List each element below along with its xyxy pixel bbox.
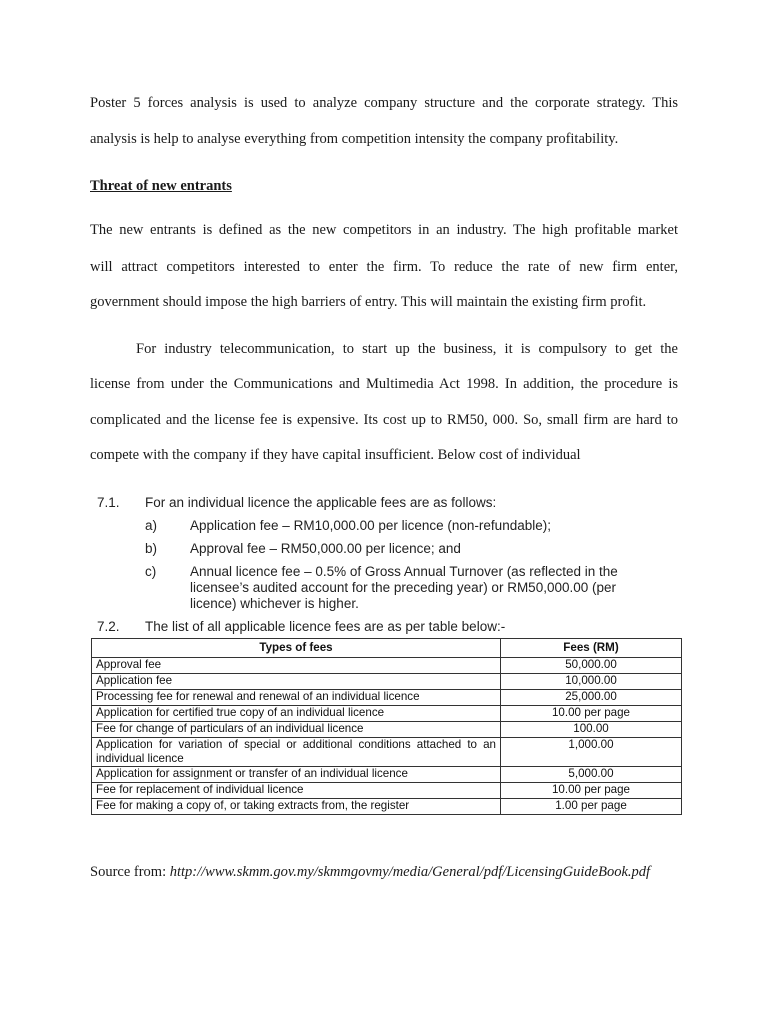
item-c-line-1: Annual licence fee – 0.5% of Gross Annual Turnover (as reflected in the xyxy=(190,564,618,579)
header-types-of-fees: Types of fees xyxy=(92,639,501,658)
para1-line-2: will attract competitors interested to enter the firm. To reduce the rate of new firm enter, xyxy=(90,259,678,275)
fee-type: Application for certified true copy of an individual licence xyxy=(92,706,501,722)
fee-type: Fee for replacement of individual licence xyxy=(92,783,501,799)
header-fees-rm: Fees (RM) xyxy=(501,639,682,658)
source-url[interactable]: http://www.skmm.gov.my/skmmgovmy/media/General/pdf/LicensingGuideBook.pdf xyxy=(169,864,651,880)
fee-type: Processing fee for renewal and renewal of an individual licence xyxy=(92,690,501,706)
table-row xyxy=(92,799,682,815)
table-header-row xyxy=(92,639,682,658)
source-citation xyxy=(90,864,650,881)
para1-line-3: government should impose the high barriers of entry. This will maintain the existing firm profit. xyxy=(90,294,647,310)
fee-amount: 50,000.00 xyxy=(501,658,682,674)
fee-amount: 1,000.00 xyxy=(501,738,682,767)
para1-line-1: The new entrants is defined as the new competitors in an industry. The high profitable market xyxy=(90,222,678,238)
fee-amount: 25,000.00 xyxy=(501,690,682,706)
table-row xyxy=(92,738,682,767)
fee-type: Fee for change of particulars of an individual licence xyxy=(92,722,501,738)
table-row xyxy=(92,767,682,783)
para2-line-1: For industry telecommunication, to start up the business, it is compulsory to get the xyxy=(136,341,678,357)
fee-type: Application fee xyxy=(92,674,501,690)
clause-7-2-text: The list of all applicable licence fees are as per table below:- xyxy=(145,619,506,634)
item-c-label: c) xyxy=(145,564,157,579)
intro-line-2: analysis is help to analyse everything from competition intensity the company profitability. xyxy=(90,131,619,147)
licence-fee-table xyxy=(91,638,682,815)
fee-amount: 1.00 per page xyxy=(501,799,682,815)
fee-type: Fee for making a copy of, or taking extracts from, the register xyxy=(92,799,501,815)
table-row xyxy=(92,658,682,674)
para2-line-3: complicated and the license fee is expensive. Its cost up to RM50, 000. So, small firm are hard to xyxy=(90,412,678,428)
fee-amount: 10,000.00 xyxy=(501,674,682,690)
item-b-label: b) xyxy=(145,541,158,556)
item-a-text: Application fee – RM10,000.00 per licence (non-refundable); xyxy=(190,518,551,533)
table-row xyxy=(92,783,682,799)
fee-amount: 10.00 per page xyxy=(501,783,682,799)
item-c-line-3: licence) whichever is higher. xyxy=(190,596,359,611)
table-row xyxy=(92,690,682,706)
intro-line-1: Poster 5 forces analysis is used to analyze company structure and the corporate strategy. This xyxy=(90,95,678,111)
fee-type: Application for assignment or transfer of an individual licence xyxy=(92,767,501,783)
clause-7-1-number: 7.1. xyxy=(97,495,120,510)
source-label: Source from: xyxy=(90,864,170,880)
clause-7-2-number: 7.2. xyxy=(97,619,120,634)
table-row xyxy=(92,674,682,690)
item-b-text: Approval fee – RM50,000.00 per licence; and xyxy=(190,541,461,556)
clause-7-1-text: For an individual licence the applicable fees are as follows: xyxy=(145,495,497,510)
fee-amount: 5,000.00 xyxy=(501,767,682,783)
fee-type: Approval fee xyxy=(92,658,501,674)
para2-line-2: license from under the Communications and Multimedia Act 1998. In addition, the procedure is xyxy=(90,376,678,392)
fee-amount: 10.00 per page xyxy=(501,706,682,722)
section-heading: Threat of new entrants xyxy=(90,178,232,194)
item-c-line-2: licensee’s audited account for the preceding year) or RM50,000.00 (per xyxy=(190,580,617,595)
para2-line-4: compete with the company if they have capital insufficient. Below cost of individual xyxy=(90,447,581,463)
table-row xyxy=(92,706,682,722)
table-row xyxy=(92,722,682,738)
item-a-label: a) xyxy=(145,518,158,533)
fee-amount: 100.00 xyxy=(501,722,682,738)
fee-type: Application for variation of special or additional conditions attached to an individual licence xyxy=(92,738,501,767)
